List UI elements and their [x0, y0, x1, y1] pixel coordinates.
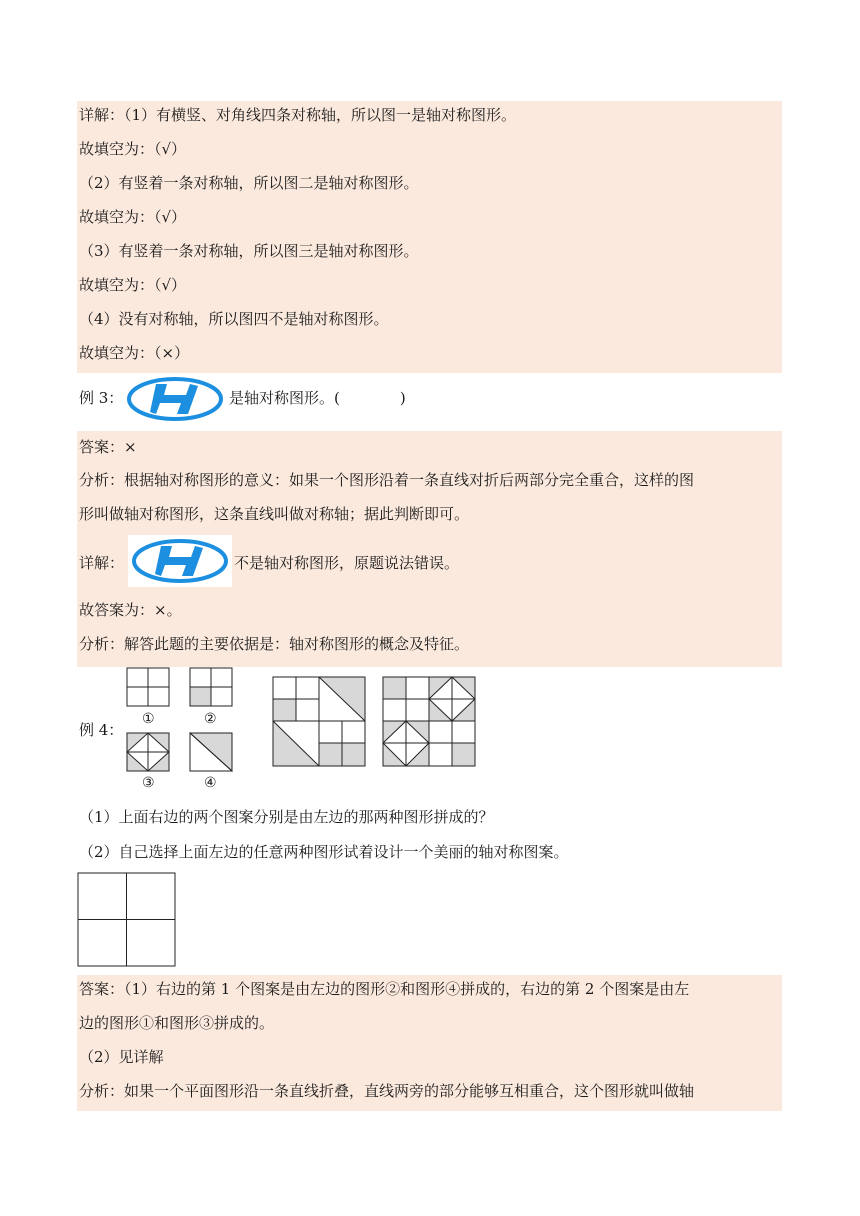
example3-detail-suffix: 不是轴对称图形，原题说法错误。 — [234, 554, 460, 572]
pattern-2 — [382, 676, 476, 767]
example3-analysis-1: 分析：根据轴对称图形的意义：如果一个图形沿着一条直线对折后两部分完全重合，这样的图 — [79, 471, 695, 489]
example3-answer: 答案：× — [79, 438, 137, 456]
example4-answer-1: 答案：（1）右边的第 1 个图案是由左边的图形②和图形④拼成的，右边的第 2 个图案是由左 — [79, 980, 690, 998]
example3-prefix: 例 3： — [79, 389, 124, 407]
hyundai-logo — [124, 374, 226, 424]
detail-line-2: 故填空为：（√） — [79, 140, 187, 158]
example4-question-2: （2）自己选择上面左边的任意两种图形试着设计一个美丽的轴对称图案。 — [79, 843, 569, 861]
detail-line-7: （4）没有对称轴，所以图四不是轴对称图形。 — [79, 310, 389, 328]
detail-line-5: （3）有竖着一条对称轴，所以图三是轴对称图形。 — [79, 242, 419, 260]
example3-detail-prefix: 详解： — [79, 554, 125, 572]
example4-prefix: 例 4： — [79, 721, 124, 739]
shape-label-4: ④ — [204, 775, 217, 791]
hyundai-logo-detail — [128, 535, 232, 587]
detail-line-4: 故填空为：（√） — [79, 208, 187, 226]
example3-analysis-2: 形叫做轴对称图形，这条直线叫做对称轴；据此判断即可。 — [79, 505, 470, 523]
detail-line-8: 故填空为：（×） — [79, 344, 190, 362]
shape-label-3: ③ — [142, 775, 155, 791]
shape-1-icon — [126, 667, 170, 707]
example4-question-1: （1）上面右边的两个图案分别是由左边的那两种图形拼成的？ — [79, 808, 494, 826]
shape-2-icon — [189, 667, 233, 707]
detail-line-6: 故填空为：（√） — [79, 276, 187, 294]
shape-label-1: ① — [142, 711, 155, 727]
shape-3-icon — [126, 732, 170, 772]
detail-line-1: 详解：（1）有横竖、对角线四条对称轴，所以图一是轴对称图形。 — [79, 106, 517, 124]
example4-answer-2: 边的图形①和图形③拼成的。 — [79, 1014, 275, 1032]
example3-analysis-3: 分析：解答此题的主要依据是：轴对称图形的概念及特征。 — [79, 635, 470, 653]
detail-line-3: （2）有竖着一条对称轴，所以图二是轴对称图形。 — [79, 174, 419, 192]
example4-analysis: 分析：如果一个平面图形沿一条直线折叠，直线两旁的部分能够互相重合，这个图形就叫做轴 — [79, 1082, 695, 1100]
example3-conclusion: 故答案为：×。 — [79, 601, 182, 619]
shape-4-icon — [189, 732, 233, 772]
example3-suffix: 是轴对称图形。( ) — [229, 389, 406, 407]
pattern-1 — [272, 676, 366, 767]
example4-answer-3: （2）见详解 — [79, 1048, 164, 1066]
design-grid — [77, 872, 176, 967]
shape-label-2: ② — [204, 711, 217, 727]
